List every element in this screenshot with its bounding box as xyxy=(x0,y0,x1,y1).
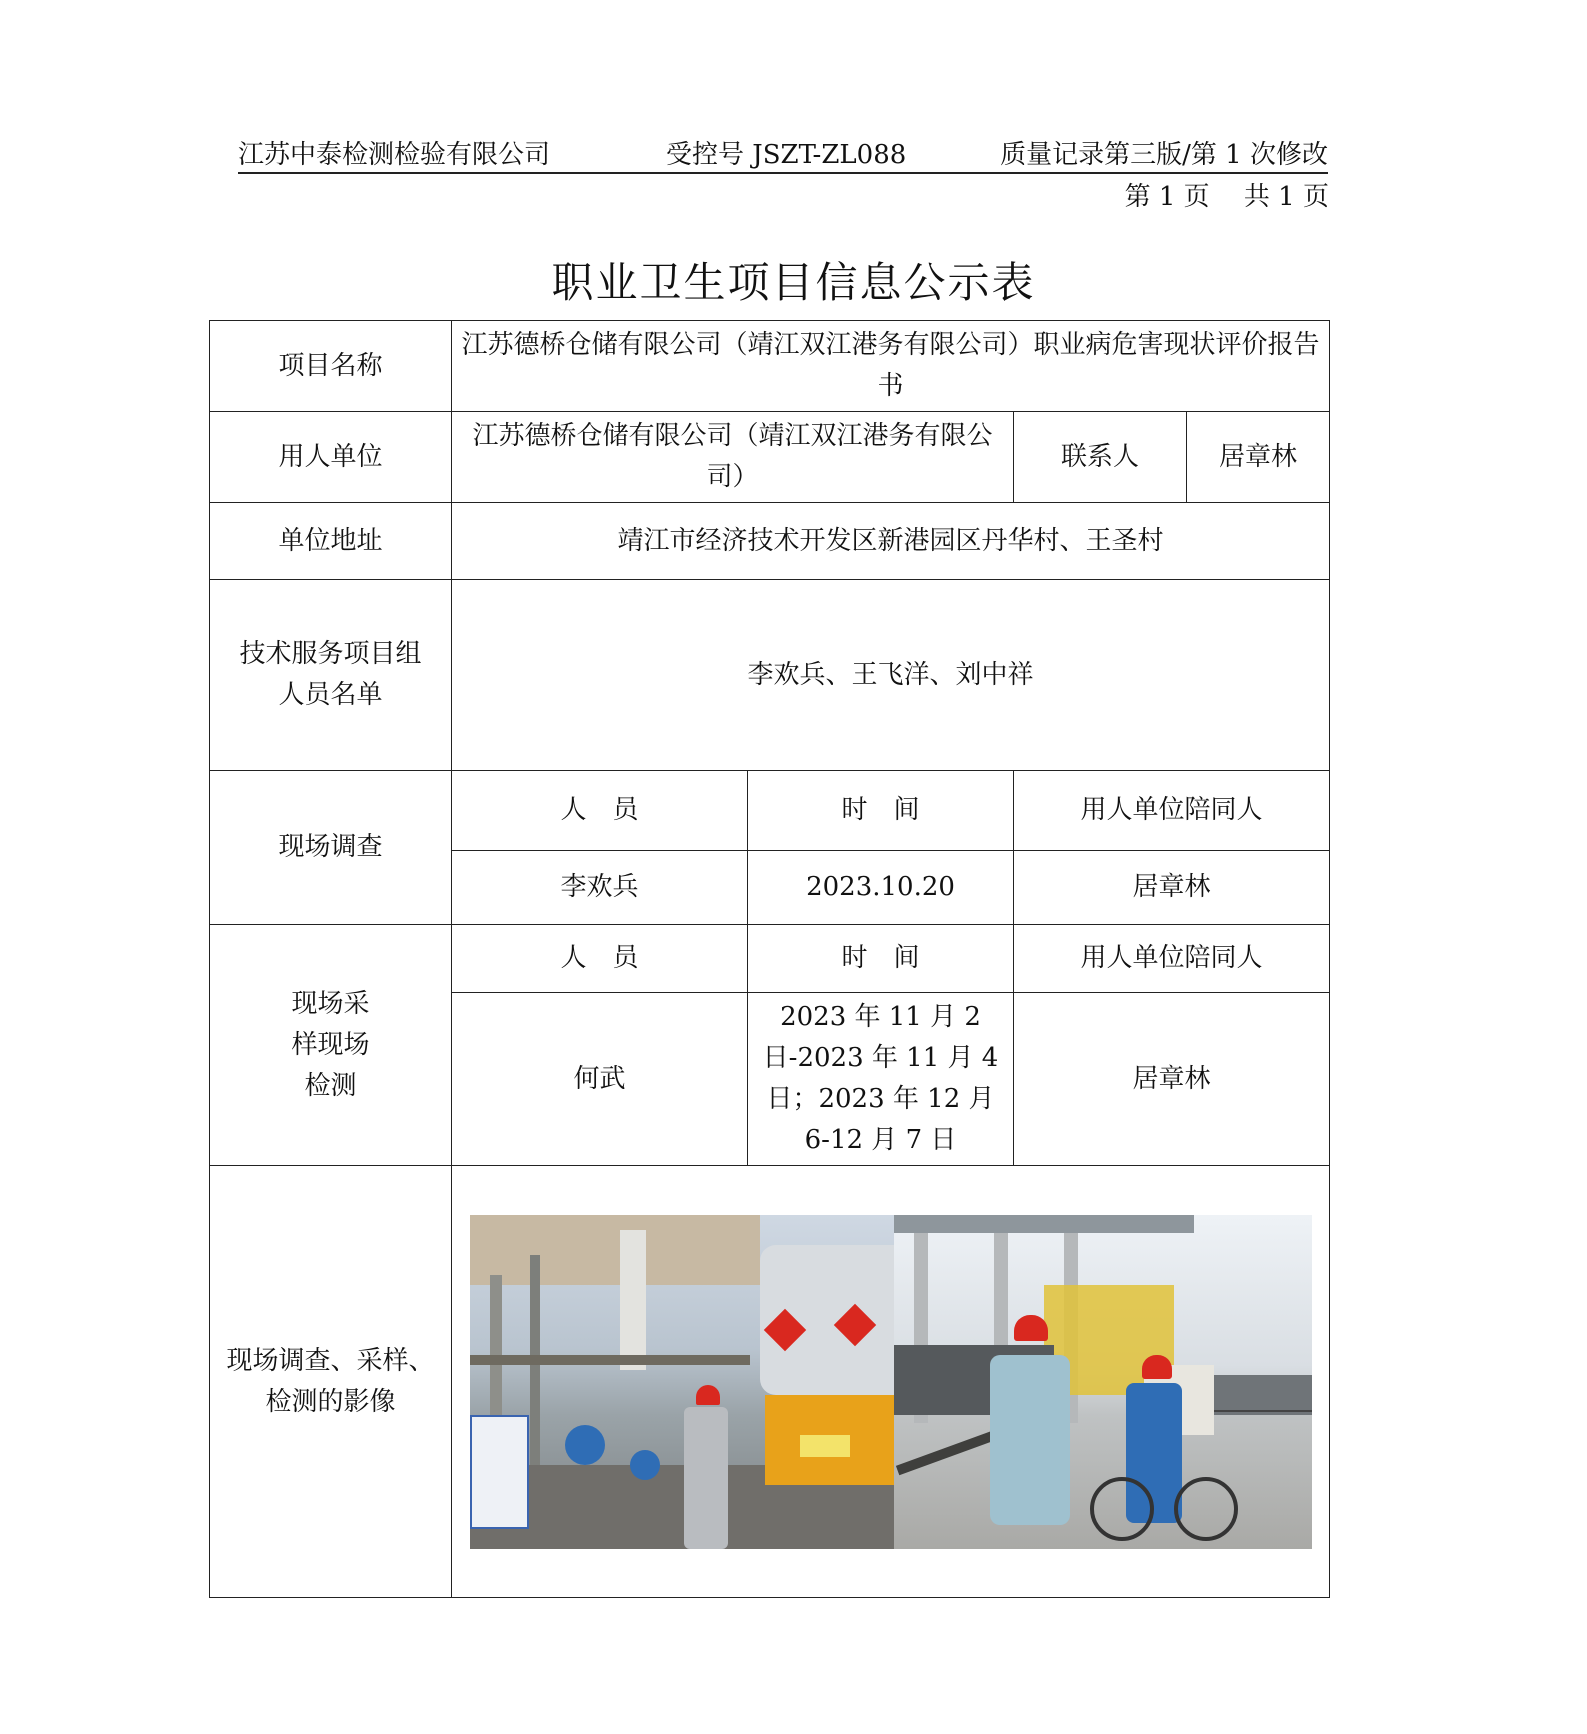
row-sampling-header xyxy=(210,925,1330,993)
page-title: 职业卫生项目信息公示表 xyxy=(551,258,1036,307)
row-address xyxy=(210,503,1330,580)
project-name-label: 项目名称 xyxy=(210,321,452,412)
sampling-time: 2023 年 11 月 2 日-2023 年 11 月 4 日；2023 年 12 月 6-12 月 7 日 xyxy=(748,993,1014,1166)
company-name: 江苏中泰检测检验有限公司 xyxy=(238,140,551,170)
page-number: 第 1 页 共 1 页 xyxy=(1124,182,1329,212)
site-sampling-photo xyxy=(894,1215,1312,1549)
team-label: 技术服务项目组人员名单 xyxy=(210,580,452,771)
contact-value: 居章林 xyxy=(1187,412,1330,503)
site-survey-photo xyxy=(470,1215,894,1549)
survey-time: 2023.10.20 xyxy=(748,851,1014,925)
row-employer xyxy=(210,412,1330,503)
images-cell xyxy=(452,1166,1330,1598)
images-label: 现场调查、采样、检测的影像 xyxy=(210,1166,452,1598)
sampling-label: 现场采样现场检测 xyxy=(210,925,452,1166)
info-table xyxy=(209,320,1330,1598)
sampling-col-person: 人 员 xyxy=(452,925,748,993)
contact-label: 联系人 xyxy=(1014,412,1187,503)
survey-col-companion: 用人单位陪同人 xyxy=(1014,771,1330,851)
team-value: 李欢兵、王飞洋、刘中祥 xyxy=(452,580,1330,771)
address-label: 单位地址 xyxy=(210,503,452,580)
row-images xyxy=(210,1166,1330,1598)
project-name-value: 江苏德桥仓储有限公司（靖江双江港务有限公司）职业病危害现状评价报告书 xyxy=(452,321,1330,412)
employer-value: 江苏德桥仓储有限公司（靖江双江港务有限公司） xyxy=(452,412,1014,503)
sampling-col-time: 时 间 xyxy=(748,925,1014,993)
row-team xyxy=(210,580,1330,771)
sampling-col-companion: 用人单位陪同人 xyxy=(1014,925,1330,993)
photo-strip xyxy=(460,1215,1321,1549)
control-number: 受控号 JSZT-ZL088 xyxy=(666,140,907,170)
survey-col-person: 人 员 xyxy=(452,771,748,851)
survey-label: 现场调查 xyxy=(210,771,452,925)
survey-col-time: 时 间 xyxy=(748,771,1014,851)
document-header xyxy=(238,128,1328,174)
version-info: 质量记录第三版/第 1 次修改 xyxy=(1000,140,1328,170)
address-value: 靖江市经济技术开发区新港园区丹华村、王圣村 xyxy=(452,503,1330,580)
survey-companion: 居章林 xyxy=(1014,851,1330,925)
employer-label: 用人单位 xyxy=(210,412,452,503)
sampling-companion: 居章林 xyxy=(1014,993,1330,1166)
sampling-person: 何武 xyxy=(452,993,748,1166)
survey-person: 李欢兵 xyxy=(452,851,748,925)
row-survey-header xyxy=(210,771,1330,851)
row-project-name xyxy=(210,321,1330,412)
